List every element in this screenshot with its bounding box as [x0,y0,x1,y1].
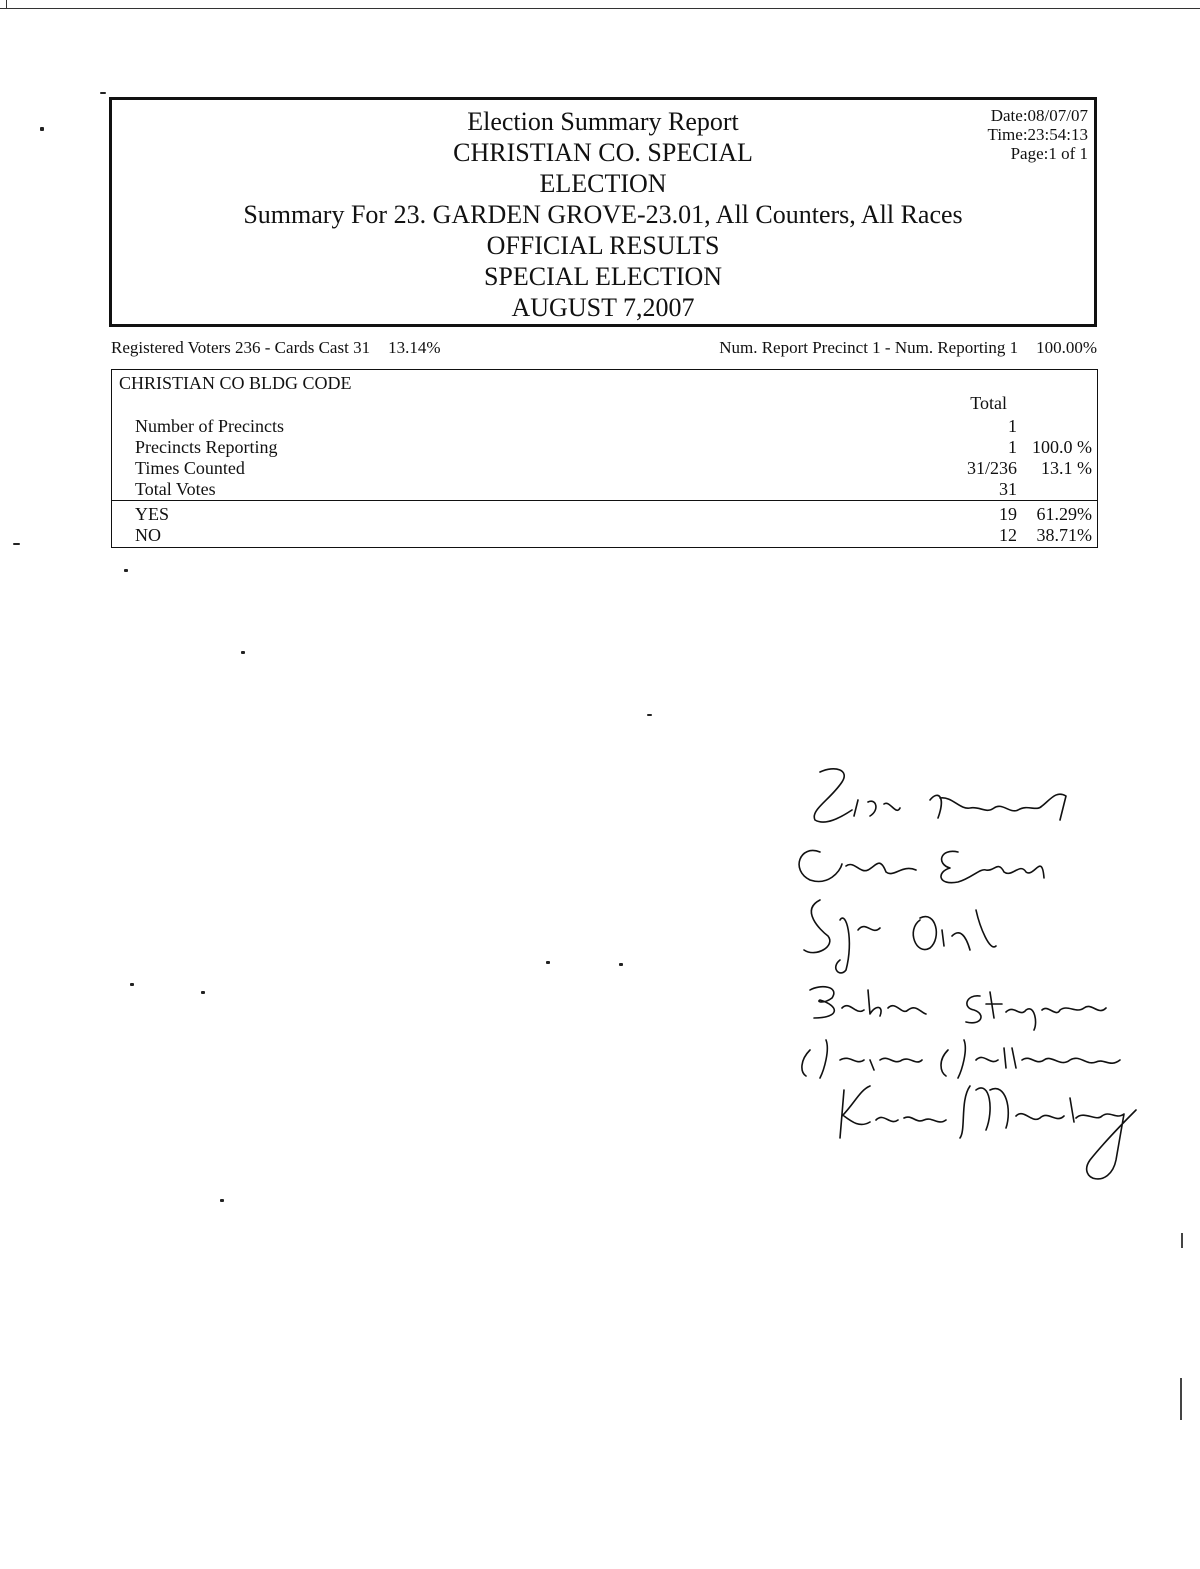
precinct-summary-line: Summary For 23. GARDEN GROVE-23.01, All Counters, All Races [243,200,963,229]
race-results-table [111,369,1098,548]
row-value: 1 [1008,416,1017,436]
choice-percent: 61.29% [1036,504,1092,524]
turnout-percent: 13.14% [388,338,441,357]
reporting-percent: 100.00% [1036,338,1097,357]
table-row [112,504,1097,525]
county-line: CHRISTIAN CO. SPECIAL [453,138,753,167]
scan-edge [0,0,1200,9]
margin-mark [1181,1233,1183,1248]
total-column-header: Total [970,393,1007,413]
registered-voters: Registered Voters 236 - Cards Cast 31 [111,338,371,357]
table-row [112,525,1097,546]
row-percent: 100.0 % [1032,437,1092,457]
table-row [112,437,1097,458]
report-page: Page:1 of 1 [1010,144,1088,163]
choice-label: NO [135,525,161,545]
election-date-line: AUGUST 7,2007 [511,293,695,322]
special-election-line: SPECIAL ELECTION [483,262,723,291]
table-row [112,479,1097,500]
choice-label: YES [135,504,170,524]
precincts-reporting: Num. Report Precinct 1 - Num. Reporting 1 [719,338,1019,357]
turnout-summary [111,338,1097,360]
election-line: ELECTION [539,169,667,198]
official-results-line: OFFICIAL RESULTS [486,231,720,260]
choice-votes: 19 [999,504,1017,524]
row-value: 31/236 [966,458,1017,478]
report-title-block [112,106,1094,323]
handwritten-signatures [780,760,1180,1200]
row-label: Number of Precincts [135,416,284,436]
table-divider [112,500,1097,501]
report-title: Election Summary Report [467,107,739,136]
report-date: Date:08/07/07 [990,106,1088,125]
row-value: 31 [999,479,1017,499]
row-percent: 13.1 % [1041,458,1092,478]
choice-percent: 38.71% [1036,525,1092,545]
row-value: 1 [1008,437,1017,457]
report-header [109,97,1097,327]
choice-votes: 12 [999,525,1017,545]
table-row [112,416,1097,437]
margin-mark [1180,1378,1182,1420]
table-row [112,458,1097,479]
report-meta [988,106,1088,163]
report-time: Time:23:54:13 [987,125,1088,144]
race-title: CHRISTIAN CO BLDG CODE [119,373,352,393]
row-label: Precincts Reporting [135,437,278,457]
row-label: Times Counted [135,458,245,478]
row-label: Total Votes [135,479,216,499]
